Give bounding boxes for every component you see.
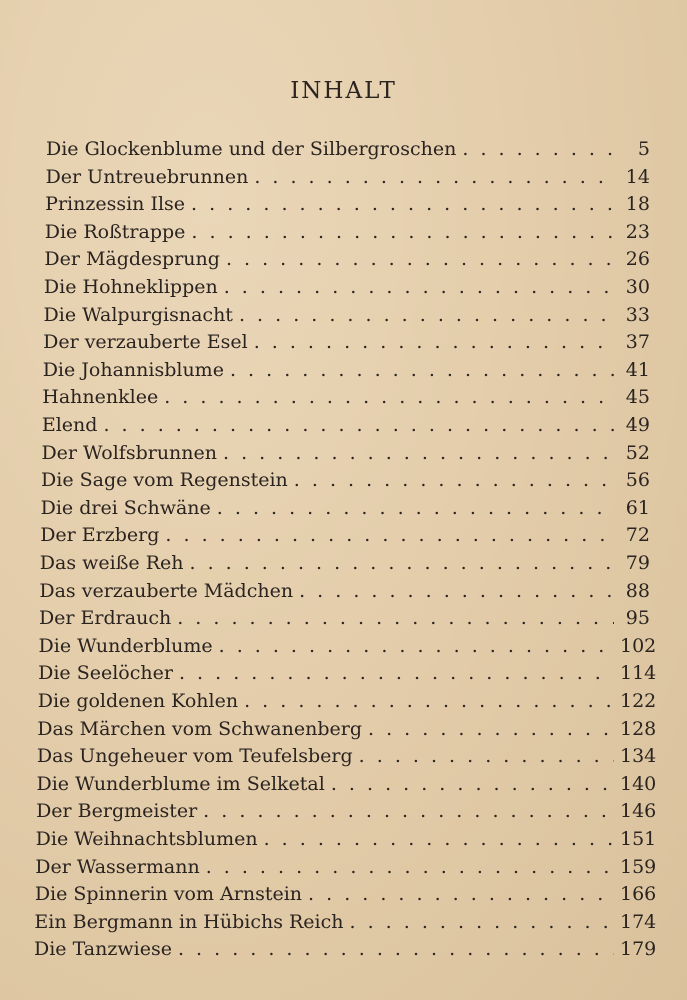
toc-entry-page-number: 114 [619, 662, 657, 685]
toc-entry-page-number: 95 [625, 607, 650, 630]
toc-entry-page-number: 41 [625, 358, 650, 381]
dot-leader [177, 607, 614, 629]
toc-entry-page-number: 102 [619, 634, 657, 657]
dot-leader [165, 524, 614, 546]
toc-entry [38, 662, 657, 690]
toc-entry-page-number: 26 [625, 248, 650, 271]
toc-entry-page-number: 72 [625, 524, 650, 547]
toc-entry-title: Das verzauberte Mädchen [39, 579, 294, 602]
toc-entry-title: Die drei Schwäne [40, 496, 211, 519]
toc-entry-title: Der Bergmeister [36, 800, 198, 823]
toc-entry-title: Die Spinnerin vom Arnstein [34, 883, 303, 906]
toc-entry-title: Ein Bergmann in Hübichs Reich [34, 910, 344, 933]
toc-entry-page-number: 166 [619, 883, 657, 906]
toc-entry-title: Elend [41, 414, 98, 436]
toc-entry-title: Der Untreuebrunnen [45, 165, 249, 188]
dot-leader [217, 497, 614, 519]
toc-entry-page-number: 146 [619, 800, 657, 823]
toc-entry [37, 690, 657, 718]
toc-entry-page-number: 5 [637, 138, 650, 160]
toc-entry [46, 166, 650, 194]
dot-leader [244, 690, 614, 712]
dot-leader [359, 745, 614, 767]
toc-entry-title: Das weiße Reh [39, 552, 184, 574]
toc-entry-page-number: 33 [625, 303, 650, 326]
toc-entry [46, 138, 650, 166]
toc-entry [42, 386, 650, 414]
dot-leader [254, 166, 614, 188]
toc-entry-title: Die Seelöcher [38, 662, 173, 685]
dot-leader [191, 193, 614, 215]
dot-leader [230, 359, 614, 381]
dot-leader [178, 938, 614, 960]
toc-entry-page-number: 79 [625, 552, 650, 574]
dot-leader [368, 718, 614, 740]
toc-entry-title: Der Mägdesprung [44, 248, 220, 271]
dot-leader [103, 414, 614, 436]
dot-leader [226, 248, 614, 270]
toc-entry-title: Prinzessin Ilse [45, 193, 186, 216]
toc-entry [41, 497, 650, 525]
toc-entry-page-number: 134 [619, 745, 657, 768]
dot-leader [462, 138, 614, 160]
dot-leader [308, 883, 614, 905]
toc-entry [37, 717, 657, 746]
dot-leader [254, 331, 614, 353]
toc-entry-page-number: 140 [619, 772, 657, 795]
toc-entry [34, 883, 657, 911]
toc-entry [39, 607, 650, 635]
toc-entry [40, 524, 650, 552]
toc-entry-title: Die Wunderblume [38, 634, 213, 657]
toc-entry [43, 359, 650, 387]
toc-entry [41, 442, 650, 470]
toc-entry-page-number: 49 [625, 414, 650, 436]
toc-entry-page-number: 122 [619, 690, 657, 712]
toc-entry-title: Der Erzberg [40, 524, 160, 547]
dot-leader [179, 662, 614, 684]
toc-entry-page-number: 23 [625, 220, 650, 243]
toc-entry-title: Der Wassermann [35, 855, 200, 878]
toc-entry-page-number: 88 [625, 579, 650, 602]
toc-entry-title: Die Sage vom Regenstein [41, 469, 288, 492]
toc-entry [45, 193, 650, 221]
toc-entry-page-number: 174 [619, 910, 657, 933]
toc-entry-title: Hahnenklee [42, 386, 159, 409]
toc-entry [43, 331, 650, 359]
toc-entry-title: Das Märchen vom Schwanenberg [37, 717, 362, 740]
dot-leader [239, 304, 614, 326]
dot-leader [203, 800, 614, 822]
toc-entry-page-number: 56 [625, 469, 650, 492]
toc-entry-page-number: 30 [625, 276, 650, 298]
toc-entry [44, 248, 650, 276]
toc-entry [38, 634, 657, 663]
toc-entry-page-number: 151 [619, 828, 657, 850]
toc-entry-title: Der verzauberte Esel [43, 331, 248, 354]
toc-entry [36, 772, 657, 801]
toc-entry-title: Die Tanzwiese [34, 938, 172, 961]
toc-entry-title: Die Johannisblume [42, 358, 224, 381]
toc-entry-title: Die Wunderblume im Selketal [36, 772, 325, 795]
toc-entry-page-number: 61 [625, 496, 650, 519]
toc-entry-title: Die Glockenblume und der Silbergroschen [46, 138, 457, 160]
dot-leader [191, 221, 614, 243]
dot-leader [294, 469, 614, 491]
toc-entry [41, 469, 650, 497]
dot-leader [224, 276, 614, 298]
toc-entry-page-number: 159 [619, 855, 657, 878]
toc-entry-page-number: 37 [625, 331, 650, 354]
toc-entry [34, 910, 657, 939]
toc-entry [44, 276, 650, 304]
dot-leader [299, 580, 614, 602]
toc-entry-title: Die Hohneklippen [43, 276, 218, 298]
toc-entry [34, 938, 657, 966]
toc-entry [40, 552, 650, 580]
toc-entry [35, 855, 657, 884]
toc-entry [36, 745, 657, 773]
dot-leader [264, 828, 614, 850]
toc-entry [44, 304, 650, 332]
toc-entry-page-number: 179 [620, 938, 657, 961]
toc-entry-title: Die goldenen Kohlen [37, 690, 239, 712]
toc-entry-page-number: 128 [619, 717, 657, 740]
toc-entry-title: Die Walpurgisnacht [43, 303, 233, 326]
toc-entry [45, 221, 650, 249]
toc-entry-title: Das Ungeheuer vom Teufelsberg [36, 745, 353, 768]
dot-leader [164, 386, 614, 408]
toc-entry-title: Die Roßtrappe [44, 220, 186, 243]
toc-entry [42, 414, 650, 442]
toc-entry-title: Der Wolfsbrunnen [41, 441, 218, 464]
toc-entry-page-number: 52 [625, 441, 650, 464]
toc-entry-title: Die Weihnachtsblumen [35, 828, 258, 850]
toc-entry-page-number: 45 [625, 386, 650, 409]
dot-leader [189, 552, 614, 574]
dot-leader [350, 911, 614, 933]
toc-entry-page-number: 14 [625, 165, 650, 188]
toc-entry [39, 580, 650, 608]
page-title: INHALT [290, 78, 397, 104]
toc-entry-page-number: 18 [625, 193, 650, 216]
toc-entry-title: Der Erdrauch [38, 607, 172, 630]
dot-leader [206, 856, 614, 878]
toc-entry [36, 800, 657, 828]
dot-leader [331, 773, 614, 795]
dot-leader [223, 442, 614, 464]
dot-leader [219, 635, 614, 657]
toc-entry [35, 828, 657, 856]
